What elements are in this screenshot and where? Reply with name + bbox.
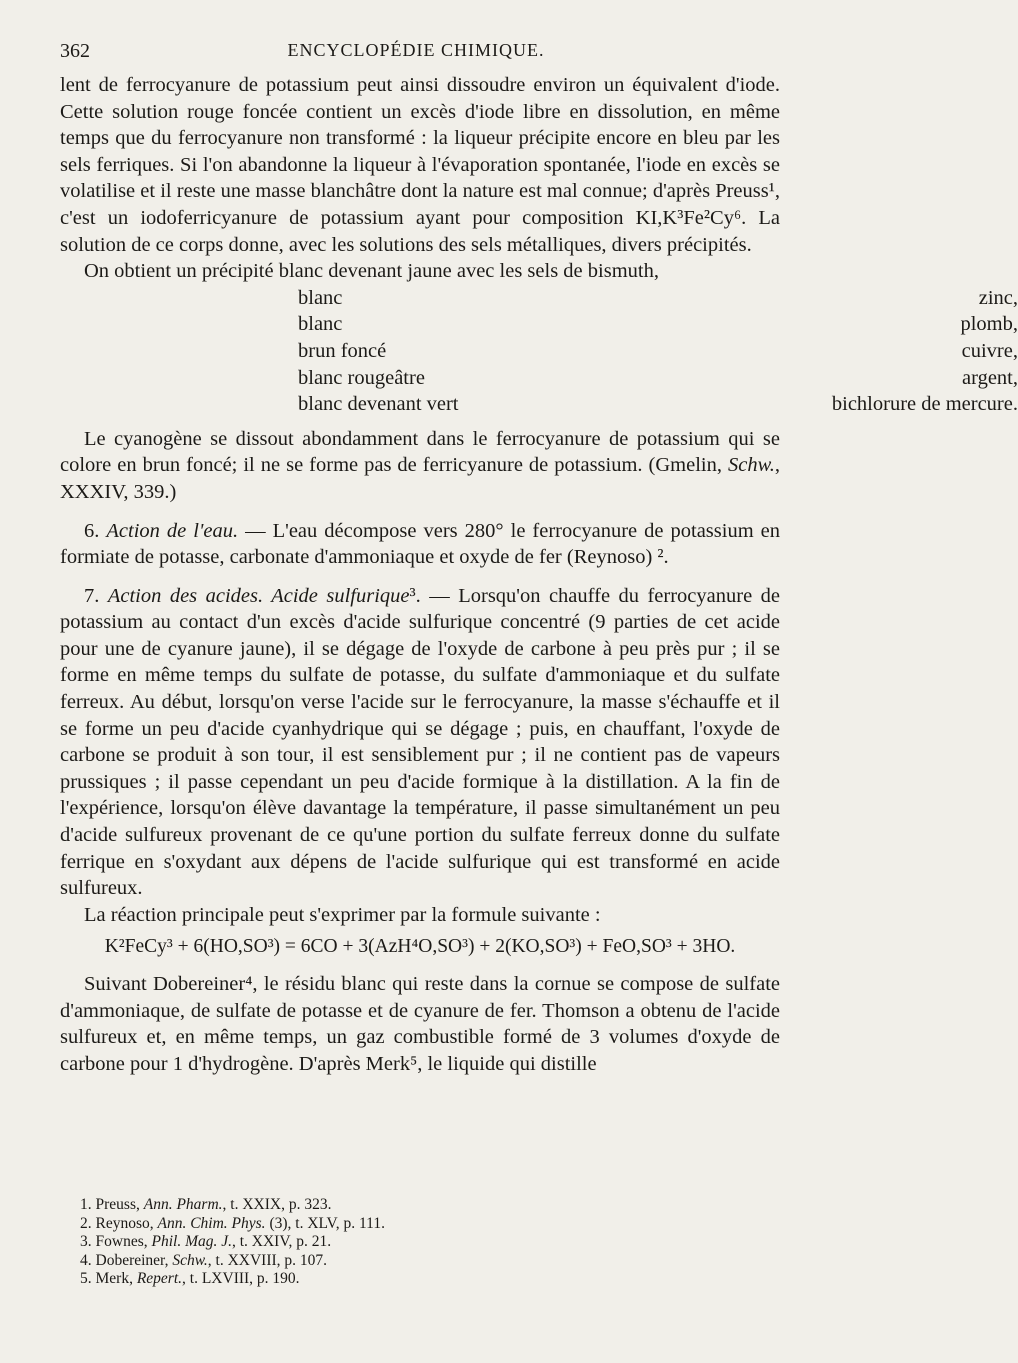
- footnote-volume: , t. XXVIII, p. 107.: [207, 1251, 328, 1269]
- section-6: [60, 518, 780, 571]
- reagent-salt: zinc,: [978, 286, 1018, 309]
- footnote-journal: Repert.: [136, 1270, 183, 1287]
- footnote: [80, 1196, 640, 1215]
- footnote: [80, 1215, 640, 1234]
- reference-journal: Schw.: [727, 454, 775, 477]
- section-7-title: Action des acides. Acide sulfurique: [107, 584, 410, 607]
- paragraph-iodine: lent de ferrocyanure de potassium peut ainsi dissoudre environ un équivalent d'iode. Cette solution rouge foncée contient un excès d'iode libre en dissolution, en même temps que du ferrocyanure non transformé : la liqueur précipite encore en bleu par les sels ferriques. Si l'on abandonne la liqueur à l'évaporation spontanée, l'iode en excès se volatilise et il reste une masse blanchâtre dont la nature est mal connue; d'après Preuss¹, c'est un iodoferricyanure de potassium ayant pour composition KI,K³Fe²Cy⁶. La solution de ce corps donne, avec les solutions des sels métalliques, divers précipités.: [60, 74, 780, 256]
- reference-volume: , XXXIV, 339.): [60, 454, 780, 503]
- section-6-text: — L'eau décompose vers 280° le ferrocyanure de potassium en formiate de potasse, carbonate d'ammoniaque et oxyde de fer (Reynoso) ².: [60, 519, 780, 569]
- footnote-author: 2. Reynoso,: [80, 1214, 158, 1232]
- reagent-salt: plomb,: [960, 313, 1018, 336]
- reagent-salt: bichlorure de mercure.: [831, 393, 1018, 416]
- reagent-result: brun foncé: [298, 339, 387, 362]
- reagent-salt: argent,: [962, 366, 1018, 389]
- section-7: [60, 583, 780, 902]
- chemical-formula: K²FeCy³ + 6(HO,SO³) = 6CO + 3(AzH⁴O,SO³) + 2(KO,SO³) + FeO,SO³ + 3HO.: [104, 936, 736, 958]
- footnote-author: 4. Dobereiner,: [80, 1251, 173, 1269]
- reagent-salt: cuivre,: [961, 339, 1018, 362]
- paragraph-dobereiner: Suivant Dobereiner⁴, le résidu blanc qui reste dans la cornue se compose de sulfate d'ammoniaque, de sulfate de potasse et de cyanure de fer. Thomson a obtenu de l'acide sulfureux et, en même temps, un gaz combustible formé de 3 volumes d'oxyde de carbone pour 1 d'hydrogène. D'après Merk⁵, le liquide qui distille: [60, 973, 780, 1075]
- running-head: ENCYCLOPÉDIE CHIMIQUE.: [287, 40, 545, 60]
- section-6-title: Action de l'eau.: [106, 519, 239, 542]
- reagent-result: blanc: [298, 286, 343, 309]
- footnote-author: 5. Merk,: [80, 1270, 137, 1287]
- reagent-result: blanc: [298, 313, 343, 336]
- footnote: [80, 1270, 640, 1289]
- page-number: 362: [60, 40, 90, 62]
- footnote-journal: Ann. Pharm.: [143, 1196, 223, 1213]
- footnote-journal: Schw.: [172, 1251, 208, 1269]
- footnote-volume: , t. LXVIII, p. 190.: [182, 1270, 300, 1287]
- paragraph-cyanogen-text: Le cyanogène se dissout abondamment dans le ferrocyanure de potassium qui se colore en brun foncé; il ne se forme pas de ferricyanure de potassium. (Gmelin,: [60, 427, 780, 477]
- page-header: [60, 40, 772, 68]
- footnote-author: 1. Preuss,: [80, 1196, 144, 1213]
- page-body: [60, 72, 1018, 1077]
- reagent-result: blanc devenant vert: [298, 393, 459, 416]
- footnote-mark: ³: [409, 584, 416, 607]
- footnotes: [80, 1196, 640, 1289]
- footnote-volume: , t. XXIX, p. 323.: [222, 1196, 332, 1213]
- footnote-journal: Ann. Chim. Phys.: [157, 1214, 266, 1232]
- footnote-volume: , t. XXIV, p. 21.: [231, 1233, 332, 1250]
- footnote: [80, 1233, 640, 1252]
- section-6-number: 6.: [84, 519, 100, 542]
- paragraph-precipitates-intro: On obtient un précipité blanc devenant jaune avec les sels de bismuth,: [84, 260, 659, 283]
- paragraph-reaction: La réaction principale peut s'exprimer par la formule suivante :: [84, 903, 601, 926]
- footnote-author: 3. Fownes,: [80, 1233, 152, 1250]
- footnote: [80, 1252, 640, 1271]
- paragraph-cyanogen: [60, 426, 780, 506]
- reagent-list: [298, 285, 1018, 418]
- footnote-volume: (3), t. XLV, p. 111.: [265, 1214, 385, 1232]
- reagent-result: blanc rougeâtre: [298, 366, 425, 389]
- footnote-journal: Phil. Mag. J.: [151, 1233, 232, 1250]
- section-7-number: 7.: [84, 584, 100, 607]
- section-7-text: . — Lorsqu'on chauffe du ferrocyanure de potassium au contact d'un excès d'acide sulfurique concentré (9 parties de cet acide pour une de cyanure jaune), il se dégage de l'oxyde de carbone à peu près pur ; il se forme en même temps du sulfate de potasse, du sulfate d'ammoniaque et du sulfate ferreux. Au début, lorsqu'on verse l'acide sur le ferrocyanure, la masse s'échauffe et il se forme un peu d'acide cyanhydrique qui se dégage ; puis, en chauffant, l'oxyde de carbone se produit à son tour, il est sensiblement pur ; il ne contient pas de vapeurs prussiques ; il passe cependant un peu d'acide formique à la distillation. A la fin de l'expérience, lorsqu'on élève davantage la température, il passe simultanément un peu d'acide sulfureux provenant de ce qu'une portion du sulfate ferreux donne du sulfate ferrique en s'oxydant aux dépens de l'acide sulfurique qui est transformé en acide sulfureux.: [60, 584, 780, 900]
